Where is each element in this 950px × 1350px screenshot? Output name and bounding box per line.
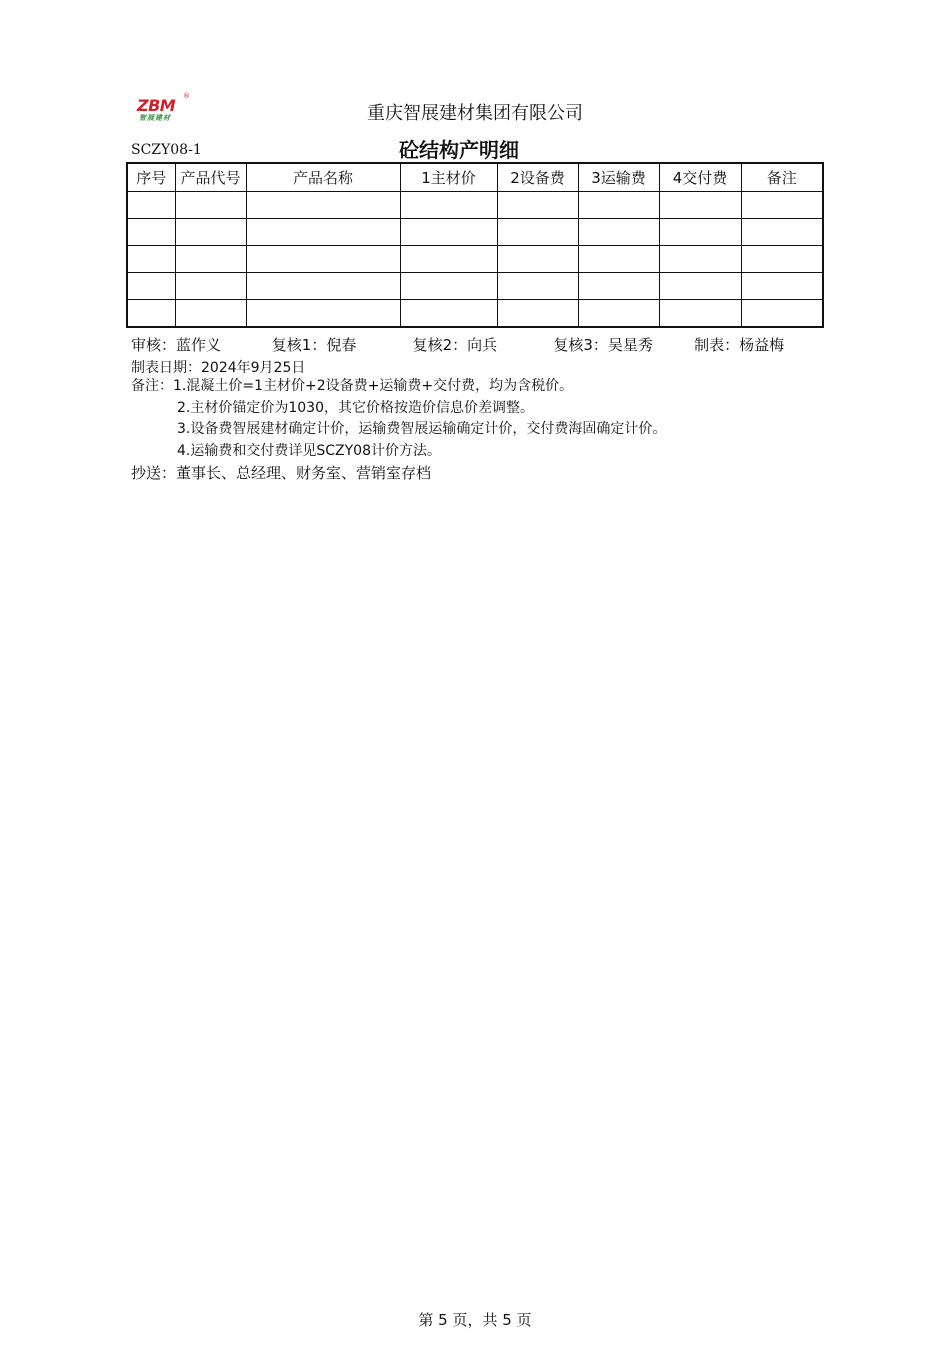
reviewer: 审核：蓝作义 xyxy=(131,336,222,354)
column-header-transport-fee: 3运输费 xyxy=(578,163,659,192)
note-text: 1.混凝土价=1主材价+2设备费+运输费+交付费，均为含税价。 xyxy=(173,378,574,394)
note-item: 2.主材价锚定价为1030，其它价格按造价信息价差调整。 xyxy=(177,399,534,416)
table-row xyxy=(127,192,823,219)
prepared-date: 制表日期：2024年9月25日 xyxy=(131,360,306,376)
table-cell xyxy=(578,192,659,219)
table-cell xyxy=(246,300,400,328)
table-cell xyxy=(659,192,741,219)
column-header-product-code: 产品代号 xyxy=(175,163,246,192)
table-cell xyxy=(175,246,246,273)
table-cell xyxy=(659,273,741,300)
checker-3: 复核3：吴星秀 xyxy=(553,336,653,354)
note-item xyxy=(131,376,666,398)
company-name: 重庆智展建材集团有限公司 xyxy=(367,103,583,124)
table-cell xyxy=(127,192,175,219)
column-header-remarks: 备注 xyxy=(741,163,823,192)
registered-mark: ® xyxy=(183,92,190,100)
table-cell xyxy=(741,300,823,328)
table-row xyxy=(127,300,823,328)
page-number: 第 5 页，共 5 页 xyxy=(418,1311,532,1329)
column-header-delivery-fee: 4交付费 xyxy=(659,163,741,192)
note-item: 3.设备费智展建材确定计价，运输费智展运输确定计价，交付费海固确定计价。 xyxy=(177,421,667,437)
column-header-product-name: 产品名称 xyxy=(246,163,400,192)
cc-line: 抄送：董事长、总经理、财务室、营销室存档 xyxy=(131,464,432,482)
table-cell xyxy=(246,273,400,300)
column-header-material-price: 1主材价 xyxy=(400,163,497,192)
column-header-equipment-fee: 2设备费 xyxy=(497,163,578,192)
checker-2: 复核2：向兵 xyxy=(412,336,498,354)
table-cell xyxy=(175,300,246,328)
table-cell xyxy=(246,192,400,219)
table-cell xyxy=(741,273,823,300)
table-cell xyxy=(127,219,175,246)
table-header-row xyxy=(127,163,823,192)
document-code: SCZY08-1 xyxy=(131,142,202,158)
table-cell xyxy=(400,219,497,246)
table-cell xyxy=(127,300,175,328)
table-cell xyxy=(400,192,497,219)
table-cell xyxy=(246,246,400,273)
table-cell xyxy=(578,219,659,246)
table-cell xyxy=(741,219,823,246)
logo-subtitle: 智展建材 xyxy=(139,114,171,122)
table-cell xyxy=(578,246,659,273)
table-cell xyxy=(578,300,659,328)
table-cell xyxy=(659,219,741,246)
table-row xyxy=(127,246,823,273)
logo-text: ZBM xyxy=(137,96,176,115)
table-cell xyxy=(175,273,246,300)
table-cell xyxy=(175,219,246,246)
note-item: 4.运输费和交付费详见SCZY08计价方法。 xyxy=(177,442,441,459)
table-cell xyxy=(127,246,175,273)
prepared-by: 制表：杨益梅 xyxy=(694,336,785,354)
table-row xyxy=(127,219,823,246)
checker-1: 复核1：倪春 xyxy=(271,336,357,354)
table-cell xyxy=(659,246,741,273)
table-cell xyxy=(497,273,578,300)
table-cell xyxy=(741,192,823,219)
signoff-line xyxy=(131,334,784,355)
notes-label: 备注： xyxy=(131,378,173,394)
notes-section xyxy=(131,376,666,462)
column-header-index: 序号 xyxy=(127,163,175,192)
table-cell xyxy=(400,273,497,300)
table-cell xyxy=(659,300,741,328)
table-cell xyxy=(497,219,578,246)
table-cell xyxy=(578,273,659,300)
table-cell xyxy=(400,246,497,273)
detail-table xyxy=(126,162,824,328)
table-cell xyxy=(175,192,246,219)
table-cell xyxy=(497,246,578,273)
table-cell xyxy=(741,246,823,273)
table-cell xyxy=(127,273,175,300)
table-cell xyxy=(497,192,578,219)
table-row xyxy=(127,273,823,300)
table-cell xyxy=(497,300,578,328)
document-title: 砼结构产明细 xyxy=(399,138,519,162)
table-cell xyxy=(400,300,497,328)
table-cell xyxy=(246,219,400,246)
